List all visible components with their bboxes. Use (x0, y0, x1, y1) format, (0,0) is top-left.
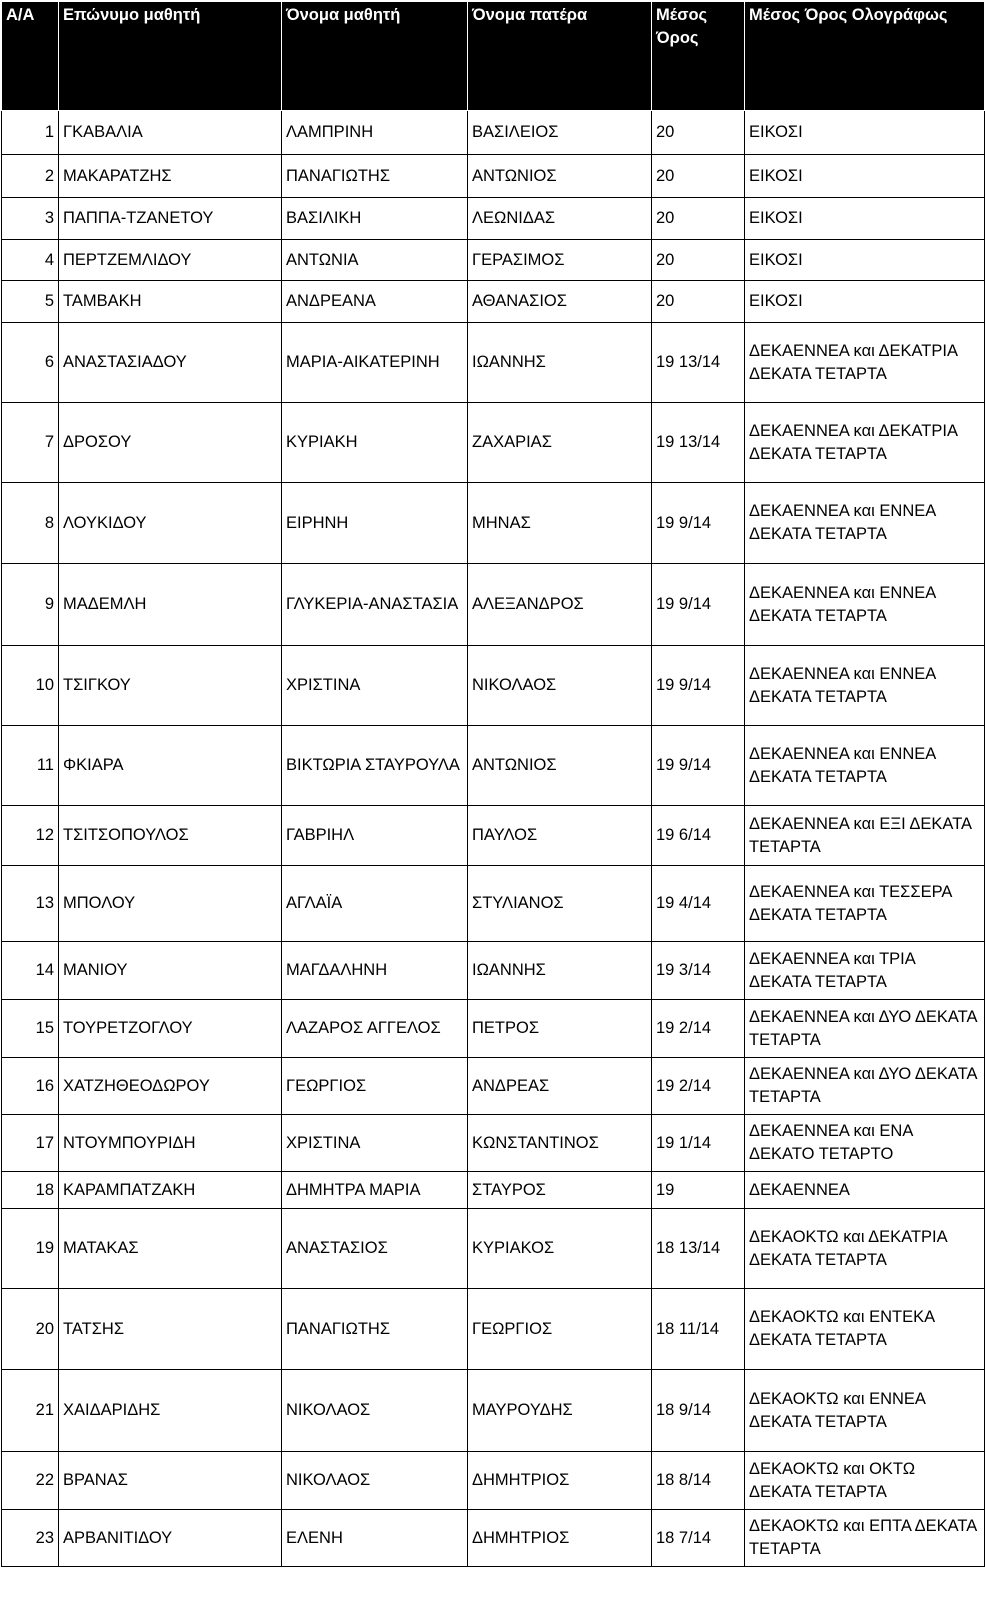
header-surname: Επώνυμο μαθητή (59, 2, 282, 111)
father-name-cell: ΔΗΜΗΤΡΙΟΣ (468, 1452, 652, 1510)
first-name-cell: ΑΓΛΑΪΑ (282, 866, 468, 942)
table-row (2, 1289, 985, 1370)
father-name-cell: ΖΑΧΑΡΙΑΣ (468, 403, 652, 483)
row-number-cell: 5 (2, 281, 59, 323)
father-name-cell: ΑΝΤΩΝΙΟΣ (468, 155, 652, 198)
father-name-cell: ΜΗΝΑΣ (468, 483, 652, 564)
average-words-cell: ΔΕΚΑΕΝΝΕΑ και ΔΕΚΑΤΡΙΑ ΔΕΚΑΤΑ ΤΕΤΑΡΤΑ (745, 323, 985, 403)
first-name-cell: ΓΑΒΡΙΗΛ (282, 806, 468, 866)
results-table (1, 1, 985, 1567)
first-name-cell: ΑΝΔΡΕΑΝΑ (282, 281, 468, 323)
average-cell: 20 (652, 281, 745, 323)
average-words-cell: ΔΕΚΑΟΚΤΩ και ΕΝΝΕΑ ΔΕΚΑΤΑ ΤΕΤΑΡΤΑ (745, 1370, 985, 1452)
average-words-cell: ΔΕΚΑΕΝΝΕΑ και ΔΕΚΑΤΡΙΑ ΔΕΚΑΤΑ ΤΕΤΑΡΤΑ (745, 403, 985, 483)
table-row (2, 1000, 985, 1058)
row-number-cell: 4 (2, 240, 59, 281)
row-number-cell: 17 (2, 1115, 59, 1172)
surname-cell: ΤΑΜΒΑΚΗ (59, 281, 282, 323)
average-cell: 18 9/14 (652, 1370, 745, 1452)
table-row (2, 403, 985, 483)
surname-cell: ΠΑΠΠΑ-ΤΖΑΝΕΤΟΥ (59, 198, 282, 240)
average-words-cell: ΕΙΚΟΣΙ (745, 240, 985, 281)
surname-cell: ΜΑΔΕΜΛΗ (59, 564, 282, 646)
average-cell: 19 6/14 (652, 806, 745, 866)
table-row (2, 1115, 985, 1172)
row-number-cell: 10 (2, 646, 59, 726)
average-words-cell: ΔΕΚΑΕΝΝΕΑ (745, 1172, 985, 1209)
average-words-cell: ΔΕΚΑΕΝΝΕΑ και ΕΝΝΕΑ ΔΕΚΑΤΑ ΤΕΤΑΡΤΑ (745, 483, 985, 564)
father-name-cell: ΚΥΡΙΑΚΟΣ (468, 1209, 652, 1289)
average-words-cell: ΔΕΚΑΕΝΝΕΑ και ΕΝΝΕΑ ΔΕΚΑΤΑ ΤΕΤΑΡΤΑ (745, 726, 985, 806)
surname-cell: ΝΤΟΥΜΠΟΥΡΙΔΗ (59, 1115, 282, 1172)
table-row (2, 942, 985, 1000)
table-row (2, 323, 985, 403)
father-name-cell: ΣΤΑΥΡΟΣ (468, 1172, 652, 1209)
table-row (2, 806, 985, 866)
row-number-cell: 22 (2, 1452, 59, 1510)
table-header-row (2, 2, 985, 111)
father-name-cell: ΠΕΤΡΟΣ (468, 1000, 652, 1058)
surname-cell: ΜΑΤΑΚΑΣ (59, 1209, 282, 1289)
first-name-cell: ΓΕΩΡΓΙΟΣ (282, 1058, 468, 1115)
row-number-cell: 8 (2, 483, 59, 564)
row-number-cell: 1 (2, 111, 59, 155)
row-number-cell: 23 (2, 1510, 59, 1567)
average-cell: 19 9/14 (652, 483, 745, 564)
average-words-cell: ΔΕΚΑΕΝΝΕΑ και ΕΝΝΕΑ ΔΕΚΑΤΑ ΤΕΤΑΡΤΑ (745, 564, 985, 646)
surname-cell: ΔΡΟΣΟΥ (59, 403, 282, 483)
average-cell: 19 3/14 (652, 942, 745, 1000)
surname-cell: ΧΑΤΖΗΘΕΟΔΩΡΟΥ (59, 1058, 282, 1115)
father-name-cell: ΓΕΩΡΓΙΟΣ (468, 1289, 652, 1370)
average-cell: 19 13/14 (652, 403, 745, 483)
first-name-cell: ΑΝΤΩΝΙΑ (282, 240, 468, 281)
first-name-cell: ΝΙΚΟΛΑΟΣ (282, 1370, 468, 1452)
row-number-cell: 21 (2, 1370, 59, 1452)
average-cell: 18 8/14 (652, 1452, 745, 1510)
table-row (2, 281, 985, 323)
average-words-cell: ΔΕΚΑΟΚΤΩ και ΕΝΤΕΚΑ ΔΕΚΑΤΑ ΤΕΤΑΡΤΑ (745, 1289, 985, 1370)
row-number-cell: 15 (2, 1000, 59, 1058)
table-row (2, 646, 985, 726)
average-cell: 19 9/14 (652, 726, 745, 806)
row-number-cell: 13 (2, 866, 59, 942)
father-name-cell: ΙΩΑΝΝΗΣ (468, 942, 652, 1000)
table-row (2, 1172, 985, 1209)
first-name-cell: ΧΡΙΣΤΙΝΑ (282, 646, 468, 726)
table-row (2, 1452, 985, 1510)
row-number-cell: 20 (2, 1289, 59, 1370)
first-name-cell: ΑΝΑΣΤΑΣΙΟΣ (282, 1209, 468, 1289)
father-name-cell: ΝΙΚΟΛΑΟΣ (468, 646, 652, 726)
table-row (2, 1370, 985, 1452)
first-name-cell: ΛΑΖΑΡΟΣ ΑΓΓΕΛΟΣ (282, 1000, 468, 1058)
surname-cell: ΜΑΝΙΟΥ (59, 942, 282, 1000)
surname-cell: ΧΑΙΔΑΡΙΔΗΣ (59, 1370, 282, 1452)
header-aa: Α/Α (2, 2, 59, 111)
surname-cell: ΑΡΒΑΝΙΤΙΔΟΥ (59, 1510, 282, 1567)
surname-cell: ΦΚΙΑΡΑ (59, 726, 282, 806)
table-row (2, 240, 985, 281)
header-average-words: Μέσος Όρος Ολογράφως (745, 2, 985, 111)
table-row (2, 1209, 985, 1289)
average-words-cell: ΕΙΚΟΣΙ (745, 155, 985, 198)
row-number-cell: 16 (2, 1058, 59, 1115)
row-number-cell: 7 (2, 403, 59, 483)
row-number-cell: 19 (2, 1209, 59, 1289)
average-cell: 20 (652, 155, 745, 198)
table-row (2, 483, 985, 564)
first-name-cell: ΜΑΡΙΑ-ΑΙΚΑΤΕΡΙΝΗ (282, 323, 468, 403)
father-name-cell: ΜΑΥΡΟΥΔΗΣ (468, 1370, 652, 1452)
father-name-cell: ΑΛΕΞΑΝΔΡΟΣ (468, 564, 652, 646)
average-words-cell: ΕΙΚΟΣΙ (745, 281, 985, 323)
first-name-cell: ΧΡΙΣΤΙΝΑ (282, 1115, 468, 1172)
first-name-cell: ΚΥΡΙΑΚΗ (282, 403, 468, 483)
father-name-cell: ΑΝΤΩΝΙΟΣ (468, 726, 652, 806)
row-number-cell: 12 (2, 806, 59, 866)
table-row (2, 155, 985, 198)
row-number-cell: 2 (2, 155, 59, 198)
first-name-cell: ΛΑΜΠΡΙΝΗ (282, 111, 468, 155)
father-name-cell: ΠΑΥΛΟΣ (468, 806, 652, 866)
average-cell: 19 (652, 1172, 745, 1209)
average-cell: 19 9/14 (652, 646, 745, 726)
father-name-cell: ΑΘΑΝΑΣΙΟΣ (468, 281, 652, 323)
average-cell: 18 13/14 (652, 1209, 745, 1289)
table-row (2, 564, 985, 646)
row-number-cell: 3 (2, 198, 59, 240)
average-cell: 19 2/14 (652, 1058, 745, 1115)
father-name-cell: ΙΩΑΝΝΗΣ (468, 323, 652, 403)
first-name-cell: ΝΙΚΟΛΑΟΣ (282, 1452, 468, 1510)
average-cell: 19 4/14 (652, 866, 745, 942)
average-words-cell: ΔΕΚΑΕΝΝΕΑ και ΔΥΟ ΔΕΚΑΤΑ ΤΕΤΑΡΤΑ (745, 1000, 985, 1058)
average-cell: 19 1/14 (652, 1115, 745, 1172)
row-number-cell: 11 (2, 726, 59, 806)
average-words-cell: ΔΕΚΑΕΝΝΕΑ και ΤΕΣΣΕΡΑ ΔΕΚΑΤΑ ΤΕΤΑΡΤΑ (745, 866, 985, 942)
father-name-cell: ΓΕΡΑΣΙΜΟΣ (468, 240, 652, 281)
average-cell: 20 (652, 240, 745, 281)
average-words-cell: ΕΙΚΟΣΙ (745, 198, 985, 240)
surname-cell: ΤΣΙΤΣΟΠΟΥΛΟΣ (59, 806, 282, 866)
father-name-cell: ΛΕΩΝΙΔΑΣ (468, 198, 652, 240)
row-number-cell: 18 (2, 1172, 59, 1209)
father-name-cell: ΔΗΜΗΤΡΙΟΣ (468, 1510, 652, 1567)
header-father: Όνομα πατέρα (468, 2, 652, 111)
table-row (2, 111, 985, 155)
father-name-cell: ΑΝΔΡΕΑΣ (468, 1058, 652, 1115)
average-words-cell: ΔΕΚΑΟΚΤΩ και ΕΠΤΑ ΔΕΚΑΤΑ ΤΕΤΑΡΤΑ (745, 1510, 985, 1567)
average-words-cell: ΔΕΚΑΕΝΝΕΑ και ΕΝΝΕΑ ΔΕΚΑΤΑ ΤΕΤΑΡΤΑ (745, 646, 985, 726)
surname-cell: ΑΝΑΣΤΑΣΙΑΔΟΥ (59, 323, 282, 403)
surname-cell: ΜΑΚΑΡΑΤΖΗΣ (59, 155, 282, 198)
header-average: Μέσος Όρος (652, 2, 745, 111)
average-words-cell: ΔΕΚΑΕΝΝΕΑ και ΔΥΟ ΔΕΚΑΤΑ ΤΕΤΑΡΤΑ (745, 1058, 985, 1115)
table-row (2, 1058, 985, 1115)
first-name-cell: ΒΑΣΙΛΙΚΗ (282, 198, 468, 240)
table-row (2, 866, 985, 942)
average-words-cell: ΔΕΚΑΕΝΝΕΑ και ΕΝΑ ΔΕΚΑΤΟ ΤΕΤΑΡΤΟ (745, 1115, 985, 1172)
first-name-cell: ΓΛΥΚΕΡΙΑ-ΑΝΑΣΤΑΣΙΑ (282, 564, 468, 646)
average-words-cell: ΕΙΚΟΣΙ (745, 111, 985, 155)
average-cell: 20 (652, 198, 745, 240)
table-row (2, 198, 985, 240)
average-cell: 20 (652, 111, 745, 155)
surname-cell: ΒΡΑΝΑΣ (59, 1452, 282, 1510)
table-row (2, 1510, 985, 1567)
first-name-cell: ΠΑΝΑΓΙΩΤΗΣ (282, 1289, 468, 1370)
average-words-cell: ΔΕΚΑΕΝΝΕΑ και ΤΡΙΑ ΔΕΚΑΤΑ ΤΕΤΑΡΤΑ (745, 942, 985, 1000)
first-name-cell: ΜΑΓΔΑΛΗΝΗ (282, 942, 468, 1000)
average-cell: 18 11/14 (652, 1289, 745, 1370)
row-number-cell: 6 (2, 323, 59, 403)
average-words-cell: ΔΕΚΑΟΚΤΩ και ΟΚΤΩ ΔΕΚΑΤΑ ΤΕΤΑΡΤΑ (745, 1452, 985, 1510)
father-name-cell: ΣΤΥΛΙΑΝΟΣ (468, 866, 652, 942)
surname-cell: ΛΟΥΚΙΔΟΥ (59, 483, 282, 564)
surname-cell: ΓΚΑΒΑΛΙΑ (59, 111, 282, 155)
father-name-cell: ΒΑΣΙΛΕΙΟΣ (468, 111, 652, 155)
average-cell: 19 2/14 (652, 1000, 745, 1058)
first-name-cell: ΠΑΝΑΓΙΩΤΗΣ (282, 155, 468, 198)
row-number-cell: 9 (2, 564, 59, 646)
surname-cell: ΤΣΙΓΚΟΥ (59, 646, 282, 726)
average-cell: 19 13/14 (652, 323, 745, 403)
surname-cell: ΤΟΥΡΕΤΖΟΓΛΟΥ (59, 1000, 282, 1058)
row-number-cell: 14 (2, 942, 59, 1000)
surname-cell: ΜΠΟΛΟΥ (59, 866, 282, 942)
average-words-cell: ΔΕΚΑΕΝΝΕΑ και ΕΞΙ ΔΕΚΑΤΑ ΤΕΤΑΡΤΑ (745, 806, 985, 866)
first-name-cell: ΒΙΚΤΩΡΙΑ ΣΤΑΥΡΟΥΛΑ (282, 726, 468, 806)
average-cell: 19 9/14 (652, 564, 745, 646)
average-words-cell: ΔΕΚΑΟΚΤΩ και ΔΕΚΑΤΡΙΑ ΔΕΚΑΤΑ ΤΕΤΑΡΤΑ (745, 1209, 985, 1289)
table-row (2, 726, 985, 806)
first-name-cell: ΔΗΜΗΤΡΑ ΜΑΡΙΑ (282, 1172, 468, 1209)
table-body (2, 111, 985, 1567)
average-cell: 18 7/14 (652, 1510, 745, 1567)
father-name-cell: ΚΩΝΣΤΑΝΤΙΝΟΣ (468, 1115, 652, 1172)
surname-cell: ΠΕΡΤΖΕΜΛΙΔΟΥ (59, 240, 282, 281)
first-name-cell: ΕΙΡΗΝΗ (282, 483, 468, 564)
surname-cell: ΤΑΤΣΗΣ (59, 1289, 282, 1370)
surname-cell: ΚΑΡΑΜΠΑΤΖΑΚΗ (59, 1172, 282, 1209)
first-name-cell: ΕΛΕΝΗ (282, 1510, 468, 1567)
header-name: Όνομα μαθητή (282, 2, 468, 111)
